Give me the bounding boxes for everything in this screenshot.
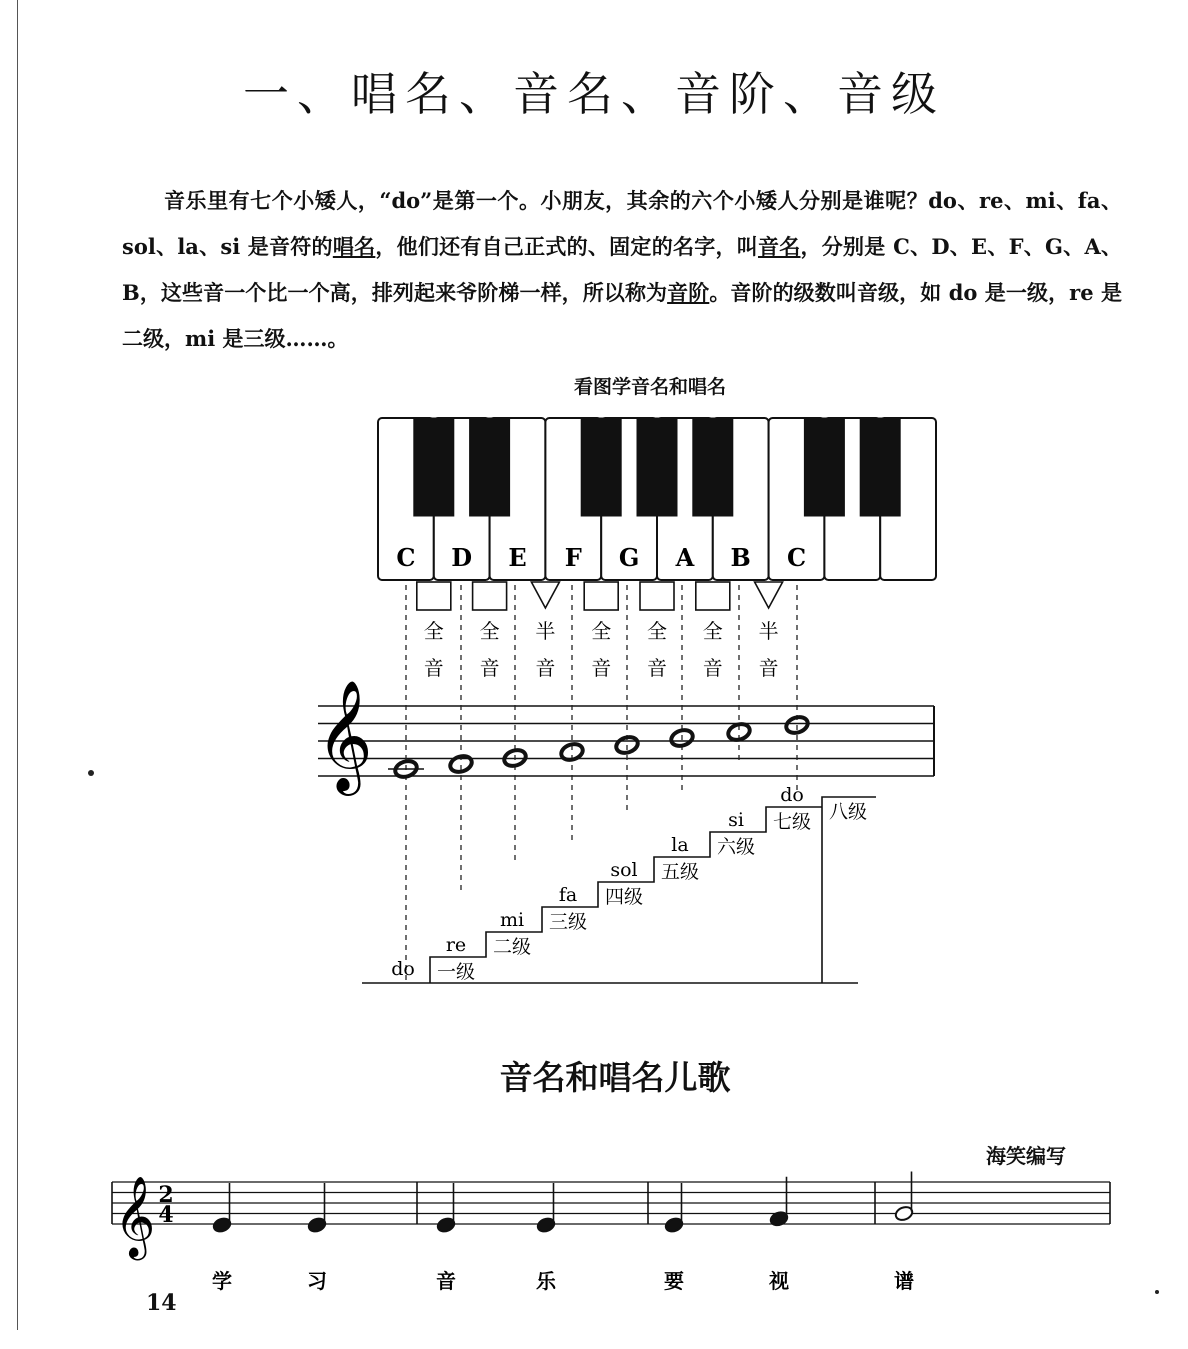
solfege-syllable: re (445, 934, 467, 956)
lyric-char: 音 (436, 1269, 456, 1293)
key-label: B (730, 543, 751, 572)
whole-note (559, 741, 585, 762)
lyric-char: 习 (307, 1269, 327, 1293)
interval-bottom-char: 音 (423, 656, 444, 680)
scale-degree-label: 七级 (772, 811, 812, 833)
key-label: F (564, 543, 582, 572)
interval-top-char: 全 (591, 619, 612, 643)
solfege-syllable: sol (610, 859, 638, 881)
scale-degree-label: 二级 (492, 936, 532, 958)
solfege-syllable: mi (499, 909, 525, 931)
interval-top-char: 全 (479, 619, 500, 643)
whole-step-marker (417, 582, 451, 610)
interval-top-char: 全 (702, 619, 723, 643)
scale-degree-label: 六级 (716, 836, 756, 858)
interval-top-char: 全 (647, 619, 667, 643)
key-label: C (786, 543, 807, 572)
lyric-char: 乐 (536, 1269, 556, 1293)
solfege-syllable: fa (558, 884, 578, 906)
black-key (693, 418, 733, 516)
time-signature-top: 2 (158, 1182, 174, 1208)
interval-bottom-char: 音 (535, 656, 556, 680)
intro-text-2: ，他们还有自己正式的、固定的名字，叫 (375, 234, 758, 259)
whole-step-marker (696, 582, 730, 610)
interval-bottom-char: 音 (758, 656, 779, 680)
whole-step-marker (640, 582, 674, 610)
black-key (470, 418, 510, 516)
page-number: 14 (146, 1290, 177, 1316)
speck-right (1155, 1290, 1159, 1294)
black-key (414, 418, 454, 516)
song-title: 音名和唱名儿歌 (499, 1058, 731, 1097)
interval-top-char: 全 (423, 619, 444, 643)
intro-text-4: 。音阶的级数叫音级，如 do 是一级，re 是二级，mi 是三级……。 (122, 280, 1123, 351)
page-title: 一、唱名、音名、音阶、音级 (243, 67, 945, 121)
black-key (804, 418, 844, 516)
half-step-marker (755, 582, 783, 608)
term-note-name: 音名 (757, 234, 801, 259)
interval-bottom-char: 音 (647, 656, 667, 680)
term-singing-name: 唱名 (332, 234, 376, 259)
solfege-syllable: si (728, 809, 744, 831)
time-signature-bottom: 4 (158, 1202, 174, 1228)
lyric-char: 要 (664, 1269, 684, 1293)
lyric-char: 谱 (894, 1269, 914, 1293)
speck-left (88, 770, 94, 776)
treble-clef-icon: 𝄞 (316, 679, 373, 791)
solfege-syllable: la (671, 834, 689, 856)
half-step-marker (531, 582, 559, 608)
scale-degree-label: 一级 (436, 961, 476, 983)
black-key (860, 418, 900, 516)
interval-bottom-char: 音 (591, 656, 612, 680)
scale-degree-label: 八级 (828, 801, 868, 823)
solfege-syllable: do (780, 784, 804, 806)
intro-text-3: ，分别是 C、D、E、F、G、A、B，这些音一个比一个高，排列起来爷阶梯一样，所以称为 (122, 234, 1122, 305)
figure-caption: 看图学音名和唱名 (573, 376, 726, 398)
intro-text-1: 音乐里有七个小矮人，“do”是第一个。小朋友，其余的六个小矮人分别是谁呢？do、re、mi、fa、sol、la、si 是音符的 (122, 188, 1122, 259)
key-label: G (618, 543, 640, 572)
scale-degree-label: 三级 (548, 911, 588, 933)
solfege-syllable: do (391, 958, 415, 980)
key-label: C (396, 543, 416, 572)
whole-step-marker (473, 582, 507, 610)
song-treble-clef-icon: 𝄞 (114, 1175, 156, 1257)
black-key (637, 418, 677, 516)
scale-degree-label: 五级 (660, 861, 700, 883)
song-author: 海笑编写 (986, 1144, 1066, 1168)
whole-note (726, 721, 752, 742)
key-label: D (451, 543, 473, 572)
black-key (581, 418, 621, 516)
scale-degree-label: 四级 (604, 886, 644, 908)
whole-step-marker (584, 582, 618, 610)
key-label: A (675, 543, 695, 572)
lyric-char: 视 (769, 1269, 789, 1293)
interval-bottom-char: 音 (702, 656, 723, 680)
interval-top-char: 半 (758, 619, 779, 643)
whole-note (448, 753, 474, 774)
interval-top-char: 半 (535, 619, 556, 643)
lyric-char: 学 (212, 1269, 232, 1293)
term-scale: 音阶 (667, 280, 710, 305)
key-label: E (508, 543, 527, 572)
interval-bottom-char: 音 (479, 656, 500, 680)
song-score (0, 1150, 1188, 1330)
